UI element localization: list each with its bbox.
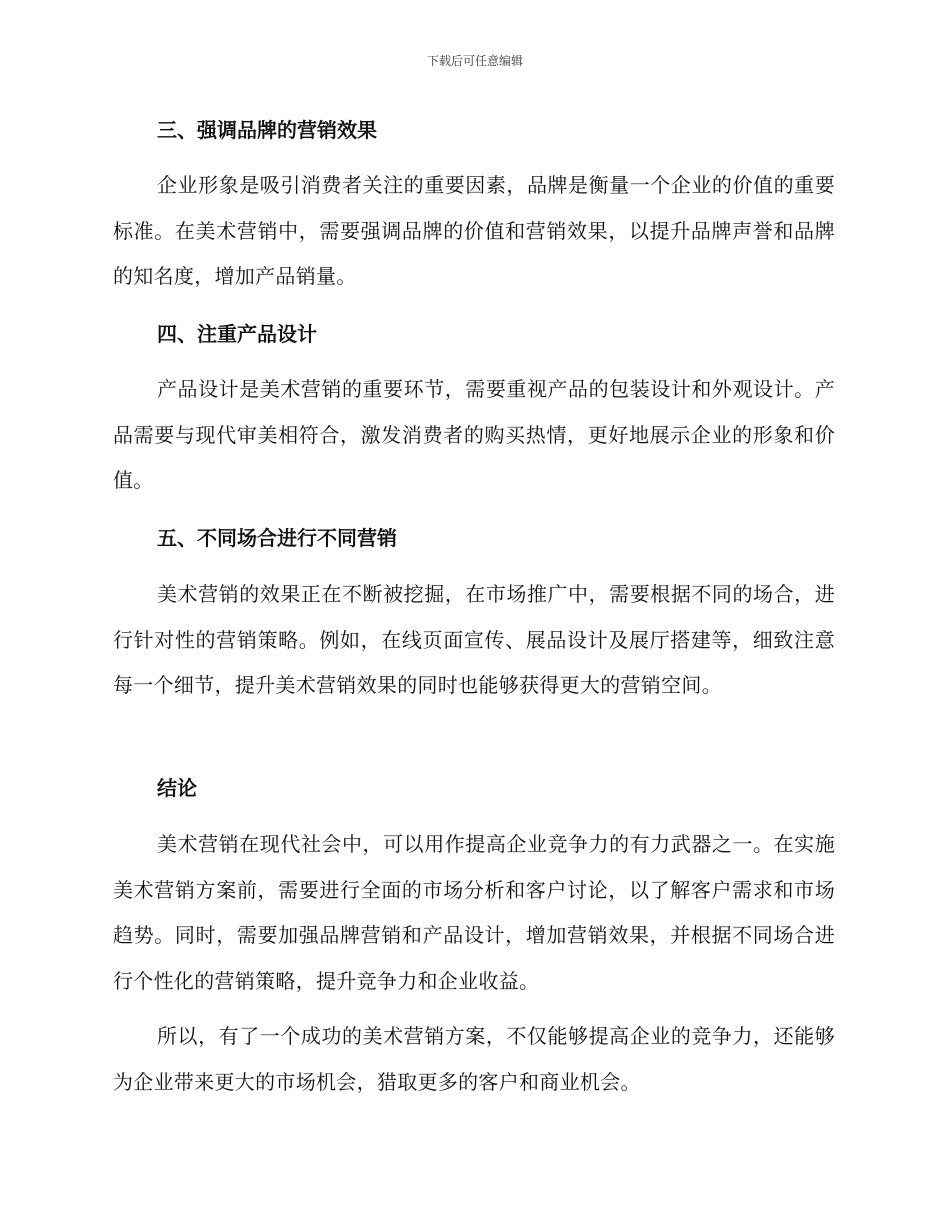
section-heading-occasions: 五、不同场合进行不同营销 xyxy=(157,526,397,550)
section-paragraph-brand: 企业形象是吸引消费者关注的重要因素，品牌是衡量一个企业的价值的重要标准。在美术营销中，需要强调品牌的价值和营销效果，以提升品牌声誉和品牌的知名度，增加产品销量。 xyxy=(113,173,835,288)
conclusion-heading: 结论 xyxy=(157,776,197,800)
section-paragraph-product-design: 产品设计是美术营销的重要环节，需要重视产品的包装设计和外观设计。产品需要与现代审美相符合，激发消费者的购买热情，更好地展示企业的形象和价值。 xyxy=(113,377,835,492)
conclusion-paragraph-2: 所以，有了一个成功的美术营销方案，不仅能够提高企业的竞争力，还能够为企业带来更大的市场机会，猎取更多的客户和商业机会。 xyxy=(113,1024,835,1094)
section-heading-brand: 三、强调品牌的营销效果 xyxy=(157,118,377,142)
page-header-note: 下载后可任意编辑 xyxy=(426,54,523,68)
section-heading-product-design: 四、注重产品设计 xyxy=(157,322,317,346)
section-paragraph-occasions: 美术营销的效果正在不断被挖掘，在市场推广中，需要根据不同的场合，进行针对性的营销策略。例如，在线页面宣传、展品设计及展厅搭建等，细致注意每一个细节，提升美术营销效果的同时也能够获得更大的营销空间。 xyxy=(113,582,835,697)
conclusion-paragraph-1: 美术营销在现代社会中，可以用作提高企业竞争力的有力武器之一。在实施美术营销方案前，需要进行全面的市场分析和客户讨论，以了解客户需求和市场趋势。同时，需要加强品牌营销和产品设计，增加营销效果，并根据不同场合进行个性化的营销策略，提升竞争力和企业收益。 xyxy=(113,832,835,993)
